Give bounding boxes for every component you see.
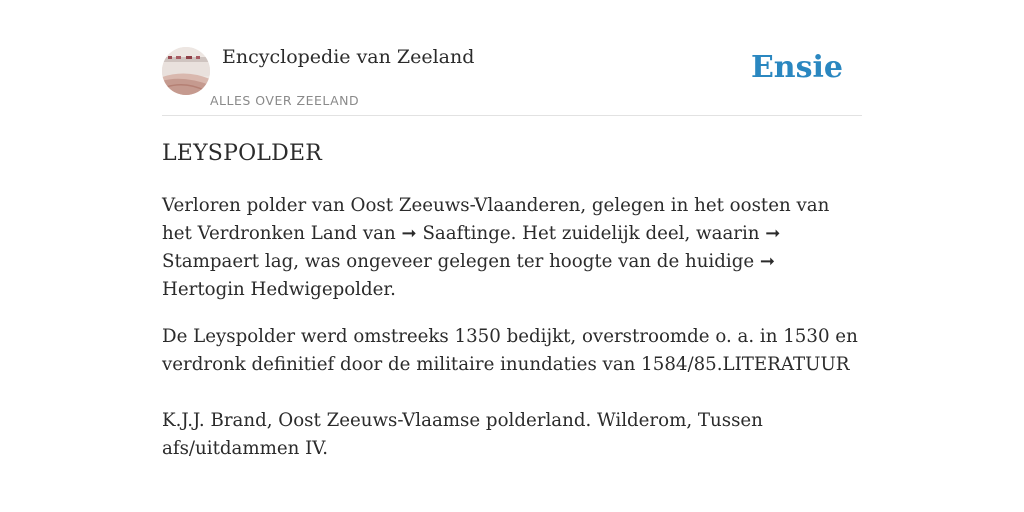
site-logo-avatar[interactable]	[162, 47, 210, 95]
article-paragraph-2: De Leyspolder werd omstreeks 1350 bedijkt, overstroomde o. a. in 1530 en verdronk definitief door de militaire inundaties van 1584/85.LITERATUUR	[162, 326, 858, 375]
page	[162, 0, 862, 459]
site-title[interactable]: Encyclopedie van Zeeland	[222, 46, 475, 68]
article-paragraph-1	[162, 192, 862, 304]
site-tagline: ALLES OVER ZEELAND	[210, 93, 360, 108]
link-saaftinge[interactable]: ➞ Saaftinge	[401, 223, 511, 244]
article-body	[162, 192, 862, 482]
paragraph-text: . Het zuidelijk deel, waarin	[510, 223, 766, 244]
paragraph-text: lag, was ongeveer gelegen ter hoogte van de huidige	[259, 251, 760, 272]
article-title: LEYSPOLDER	[162, 141, 322, 166]
brand-logo[interactable]: Ensie	[750, 50, 843, 85]
literature-reference: K.J.J. Brand, Oost Zeeuws-Vlaamse polderland. Wilderom, Tussen afs/uitdammen IV.	[162, 410, 763, 459]
paragraph-text: Verloren polder van Oost Zeeuws-Vlaanderen, gelegen in het oosten van het Verdronken Land van	[162, 195, 830, 244]
link-stampaert[interactable]: ➞ Stampaert	[162, 223, 781, 272]
paragraph-text: .	[390, 279, 396, 300]
link-hertogin-hedwigepolder[interactable]: ➞ Hertogin Hedwigepolder	[162, 251, 776, 300]
site-header	[162, 0, 862, 116]
avatar-image-icon	[162, 47, 210, 95]
